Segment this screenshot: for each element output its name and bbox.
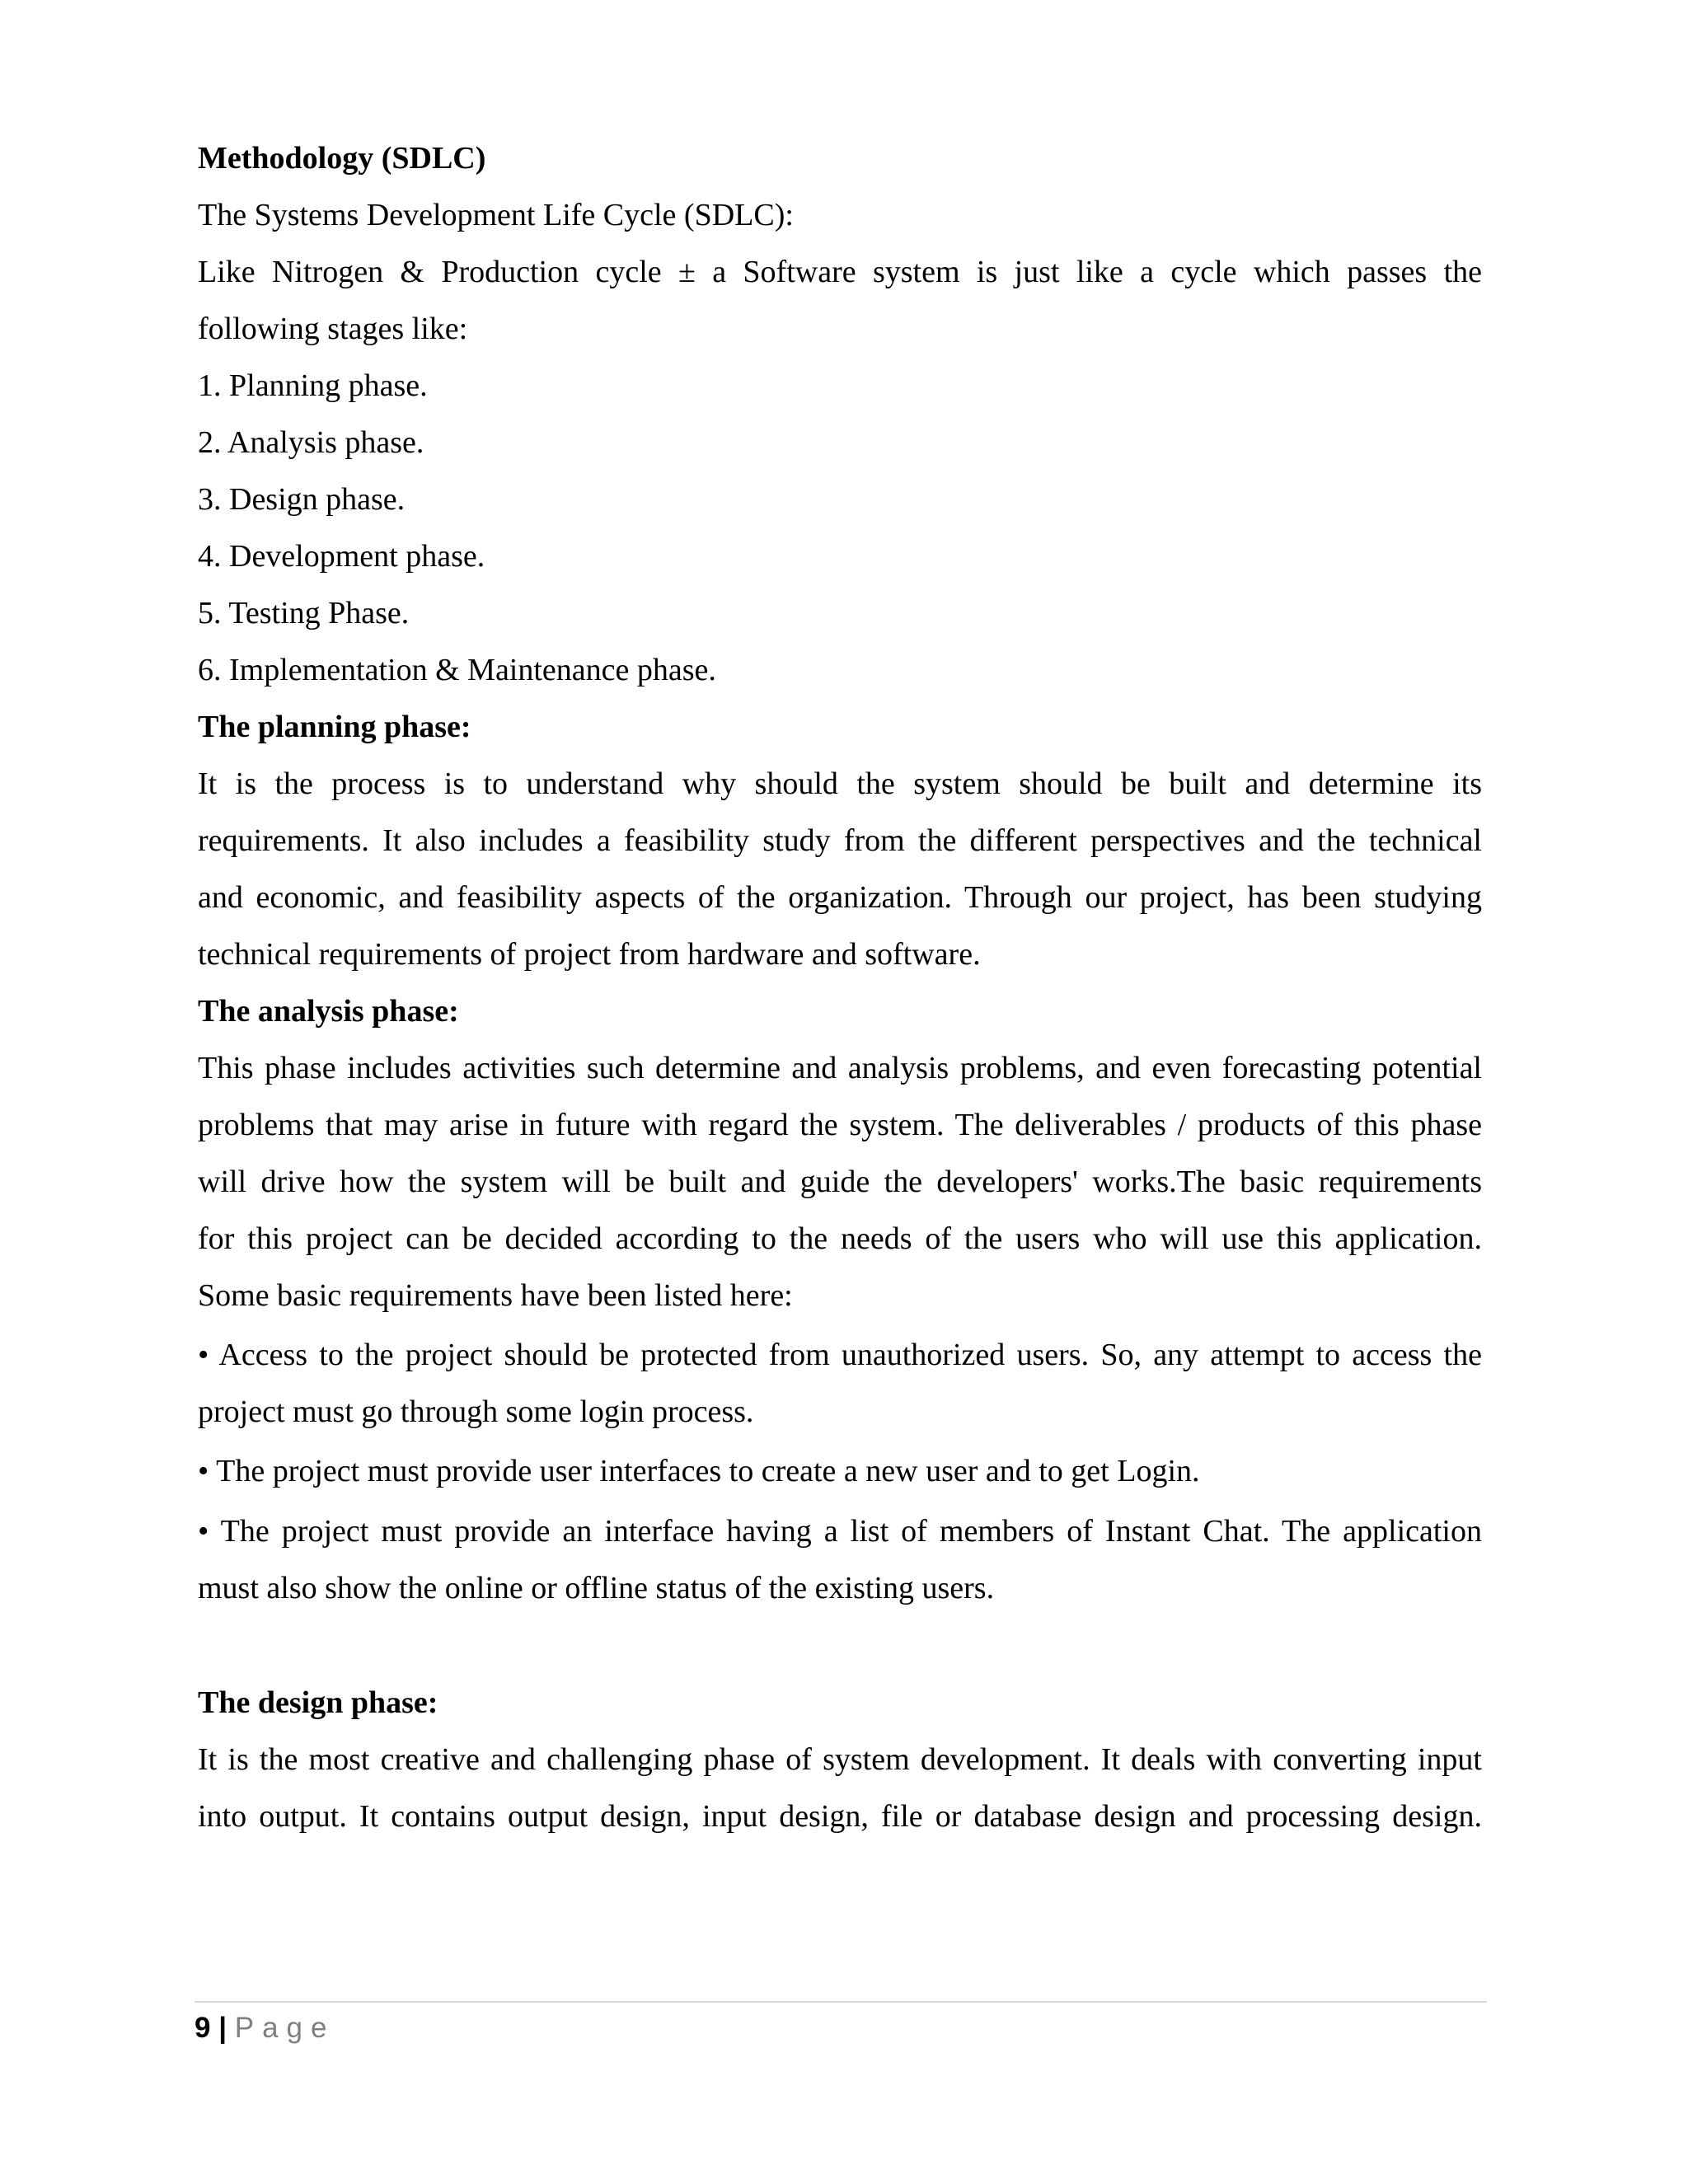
- analysis-paragraph: [198, 1040, 1482, 1324]
- stage-item: 3. Design phase.: [198, 482, 406, 517]
- paragraph-line: for this project can be decided according to the needs of the users who will use this application.: [198, 1221, 1482, 1256]
- paragraph-line: problems that may arise in future with regard the system. The deliverables / products of this phase: [198, 1108, 1482, 1142]
- analysis-heading: The analysis phase:: [198, 994, 459, 1029]
- page-label: Page: [234, 2012, 335, 2044]
- section-heading: Methodology (SDLC): [198, 141, 486, 176]
- paragraph-line: requirements. It also includes a feasibility study from the different perspectives and the technical: [198, 823, 1482, 858]
- bullet-text: must also show the online or offline status of the existing users.: [198, 1571, 995, 1605]
- stage-item: 2. Analysis phase.: [198, 425, 424, 460]
- bullet-item: [198, 1443, 1482, 1500]
- paragraph-line: It is the most creative and challenging phase of system development. It deals with converting input: [198, 1742, 1482, 1777]
- planning-heading: The planning phase:: [198, 710, 471, 744]
- paragraph-line: will drive how the system will be built and guide the developers' works.The basic requirements: [198, 1165, 1482, 1199]
- bullet-text: • Access to the project should be protected from unauthorized users. So, any attempt to access the: [198, 1338, 1482, 1372]
- stage-item: 5. Testing Phase.: [198, 596, 410, 630]
- bullet-text: • The project must provide an interface having a list of members of Instant Chat. The application: [198, 1514, 1482, 1549]
- design-paragraph: [198, 1732, 1482, 1845]
- footer-separator: |: [218, 2012, 227, 2044]
- intro-paragraph-line: Like Nitrogen & Production cycle ± a Software system is just like a cycle which passes the: [198, 255, 1482, 289]
- paragraph-line: and economic, and feasibility aspects of the organization. Through our project, has been studying: [198, 880, 1482, 915]
- paragraph-line: This phase includes activities such determine and analysis problems, and even forecasting potential: [198, 1051, 1482, 1085]
- stage-item: 4. Development phase.: [198, 539, 485, 574]
- stage-item: 6. Implementation & Maintenance phase.: [198, 653, 716, 687]
- blank-line: [198, 1617, 1482, 1675]
- page-body: [198, 130, 1482, 1845]
- bullet-text: • The project must provide user interfaces to create a new user and to get Login.: [198, 1454, 1200, 1488]
- page-number: 9: [195, 2012, 211, 2044]
- stages-list: [198, 358, 1482, 699]
- intro-paragraph-line: following stages like:: [198, 312, 468, 346]
- bullet-item: [198, 1503, 1482, 1617]
- sdlc-title: The Systems Development Life Cycle (SDLC):: [198, 198, 794, 232]
- footer-divider: [195, 2001, 1487, 2003]
- page-footer: [195, 2008, 335, 2049]
- design-heading: The design phase:: [198, 1685, 438, 1720]
- paragraph-line: Some basic requirements have been listed here:: [198, 1278, 793, 1313]
- stage-item: 1. Planning phase.: [198, 368, 428, 403]
- requirements-list: [198, 1327, 1482, 1617]
- bullet-item: [198, 1327, 1482, 1441]
- planning-paragraph: [198, 756, 1482, 983]
- paragraph-line: technical requirements of project from hardware and software.: [198, 937, 981, 972]
- paragraph-line: It is the process is to understand why should the system should be built and determine its: [198, 766, 1482, 801]
- bullet-text: project must go through some login process.: [198, 1394, 754, 1429]
- paragraph-line: into output. It contains output design, input design, file or database design and processing design.: [198, 1799, 1482, 1834]
